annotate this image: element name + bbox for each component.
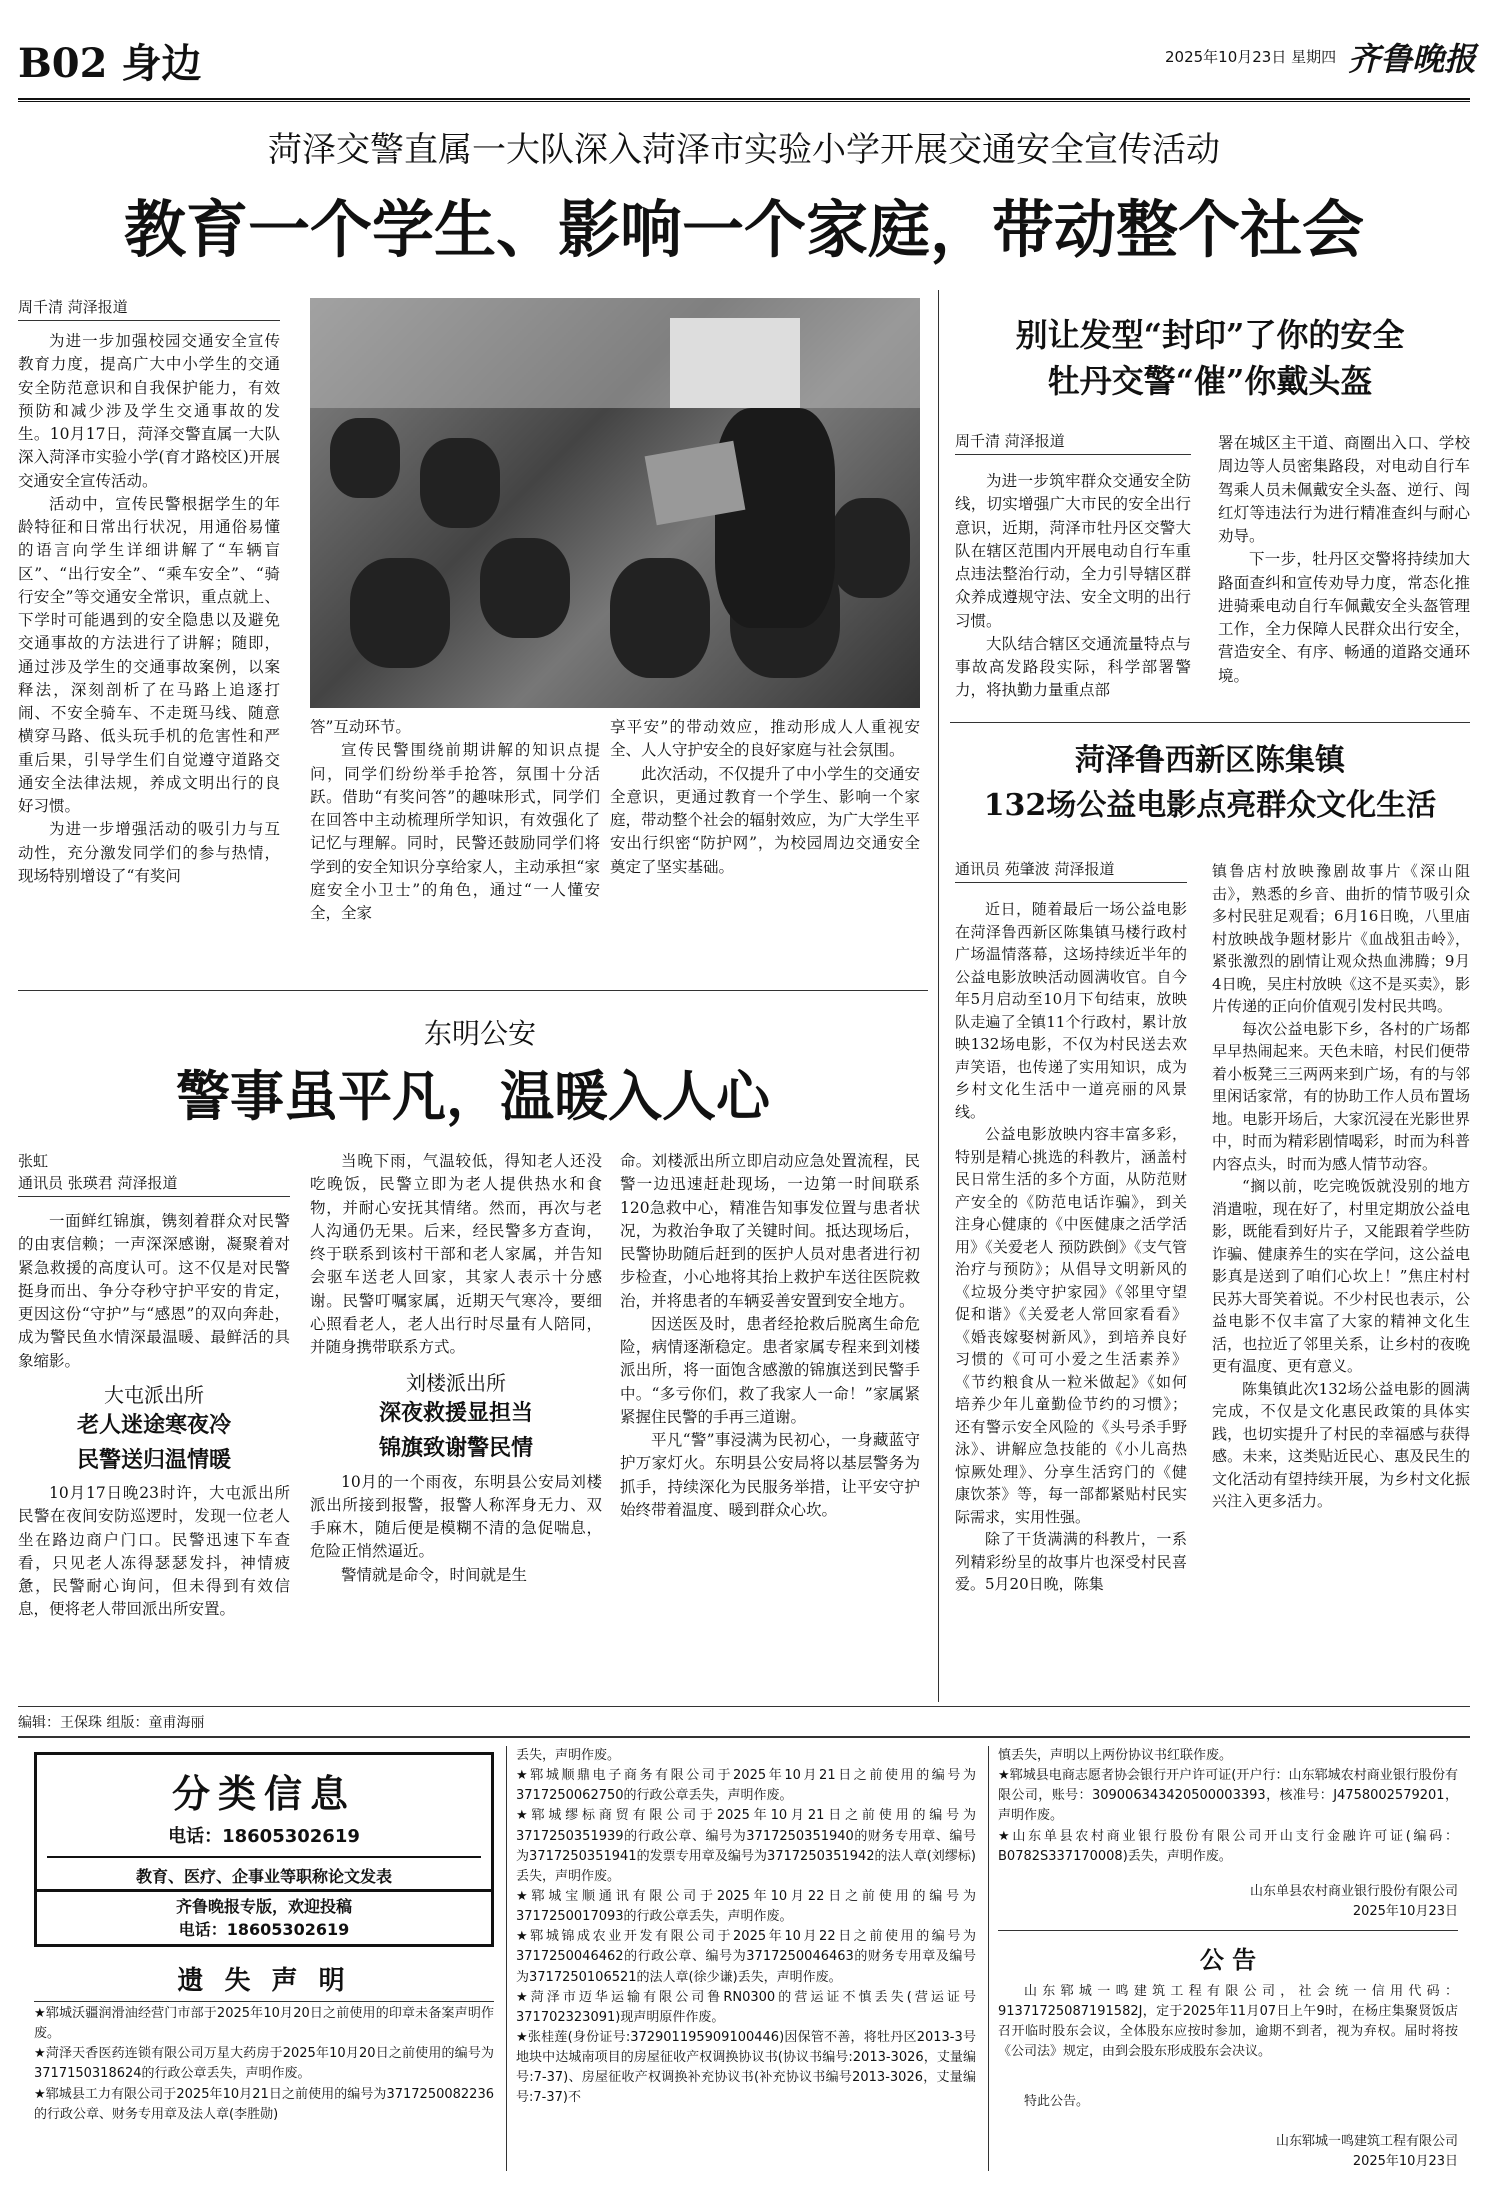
s2-kicker: 刘楼派出所: [406, 1371, 506, 1396]
dongming-top-rule: [18, 990, 928, 991]
helmet-col-b: 署在城区主干道、商圈出入口、学校周边等人员密集路段，对电动自行车驾乘人员未佩戴安全头盔、逆行、闯红灯等违法行为进行精准查纠与耐心劝导。 下一步，牡丹区交警将持续加大路面查纠和宣传劝导力度，常态化推进骑乘电动自行车佩戴安全头盔管理工作，全力保障人民群众出行安全，营造安全、有序、畅通的道路交通环境。: [1218, 434, 1470, 685]
dongming-col-3: 命。刘楼派出所立即启动应急处置流程，民警一边迅速赶赴现场，一边第一时间联系120急救中心，精准告知事发位置与患者状况，为救治争取了关键时间。抵达现场后，民警协助随后赶到的医护人员对患者进行初步检查，小心地将其抬上救护车送往医院救治，并将患者的车辆妥善安置到安全地方。 因送医及时，患者经抢救后脱离生命危险，病情逐渐稳定。患者家属专程来到刘楼派出所，将一面饱含感激的锦旗送到民警手中。“多亏你们，救了我家人一命！”家属紧紧握住民警的手再三道谢。 平凡“警”事浸满为民初心，一身藏蓝守护万家灯火。东明县公安局将以基层警务为抓手，持续深化为民服务举措，让平安守护始终带着温度、暖到群众心坎。: [620, 1152, 920, 1519]
dongming-kicker: 东明公安: [423, 1017, 536, 1050]
helmet-headline: 别让发型“封印”了你的安全 牡丹交警“催”你戴头盔: [1015, 316, 1405, 401]
public-notice-title: 公 告: [1199, 1945, 1257, 1974]
lost-notice-title: 遗 失 声 明: [34, 1960, 494, 2002]
film-col-a: 近日，随着最后一场公益电影在菏泽鲁西新区陈集镇马楼行政村广场温情落幕，这场持续近半年的公益电影放映活动圆满收官。自今年5月启动至10月下旬结束，放映队走遍了全镇11个行政村，累计放映132场电影，不仅为村民送去欢声笑语，也传递了实用知识，成为乡村文化生活中一道亮丽的风景线。 公益电影放映内容丰富多彩，特别是精心挑选的科教片，涵盖村民日常生活的多个方面，从防范财产安全的《防范电话诈骗》，到关注身心健康的《中医健康之活学活用》《关爱老人 预防跌倒》《支气管治疗与预防》；从倡导文明新风的《垃圾分类守护家园》《邻里守望促和谐》《关爱老人常回家看看》《婚丧嫁娶树新风》，到培养良好习惯的《可可小爱之生活素养》《节约粮食从一粒米做起》《如何培养少年儿童勤俭节约的习惯》；还有警示安全风险的《头号杀手野泳》、讲解应急技能的《小儿高热惊厥处理》、分享生活窍门的《健康饮茶》等，每一部都紧贴村民实际需求，实用性强。 除了干货满满的科教片，一系列精彩纷呈的故事片也深受村民喜爱。5月20日晚，陈集: [955, 900, 1187, 1593]
s1-title-1: 老人迷途寒夜冷: [76, 1411, 231, 1438]
main-col-1: 为进一步加强校园交通安全宣传教育力度，提高广大中小学生的交通安全防范意识和自我保护能力，有效预防和减少涉及学生交通事故的发生。10月17日，菏泽交警直属一大队深入菏泽市实验小学(育才路校区)开展交通安全宣传活动。 活动中，宣传民警根据学生的年龄特征和日常出行状况，用通俗易懂的语言向学生详细讲解了“车辆盲区”、“出行安全”、“乘车安全”、“骑行安全”等交通安全常识，重点就上、下学时可能遇到的安全隐患以及避免交通事故的方法进行了讲解；随即，通过涉及学生的交通事故案例，以案释法，深刻剖析了在马路上追逐打闹、不安全骑车、不走斑马线、随意横穿马路、低头玩手机的危害性和严重后果，引导学生们自觉遵守道路交通安全法律法规，养成文明出行的良好习惯。 为进一步增强活动的吸引力与互动性，充分激发同学们的参与热情，现场特别增设了“有奖问: [18, 332, 280, 885]
editor-credit: 编辑：王保珠 组版：童甫海丽: [18, 1715, 205, 1731]
s1-kicker: 大屯派出所: [104, 1382, 204, 1407]
lost-col-1: ★郓城沃疆润滑油经营门市部于2025年10月20日之前使用的印章未备案声明作废。 ★菏泽天香医药连锁有限公司万星大药房于2025年10月20日之前使用的编号为3717150318624的行政公章丢失，声明作废。 ★郓城县工力有限公司于2025年10月21日之前使用的编号为3717250082236的行政公章、财务专用章及法人章(李胜勋): [34, 2006, 494, 2122]
film-col-b: 镇鲁店村放映豫剧故事片《深山阻击》，熟悉的乡音、曲折的情节吸引众多村民驻足观看；6月16日晚，八里庙村放映战争题材影片《血战狙击岭》，紧张激烈的剧情让观众热血沸腾；9月4日晚，吴庄村放映《这不是买卖》，影片传递的正向价值观引发村民共鸣。 每次公益电影下乡，各村的广场都早早热闹起来。天色未暗，村民们便带着小板凳三三两两来到广场，有的与邻里闲话家常，有的协助工作人员布置场地。电影开场后，大家沉浸在光影世界中，时而为精彩剧情喝彩，时而为科普内容点头，时而为感人情节动容。 “搁以前，吃完晚饭就没别的地方消遣啦，现在好了，村里定期放公益电影，既能看到好片子，又能跟着学些防诈骗、健康养生的实在学问，这公益电影真是送到了咱们心坎上！”焦庄村村民苏大哥笑着说。不少村民也表示，公益电影不仅丰富了大家的精神文化生活，也拉近了邻里关系，让乡村的夜晚更有温度、更有意义。 陈集镇此次132场公益电影的圆满完成，不仅是文化惠民政策的具体实践，也切实提升了村民的幸福感与获得感。未来，这类贴近民心、惠及民生的文化活动有望持续开展，为乡村文化振兴注入更多活力。: [1212, 862, 1470, 1510]
classified-phone: 电话：18605302619: [168, 1826, 360, 1847]
classified-line-1: 教育、医疗、企事业等职称论文发表: [135, 1867, 392, 1886]
s2-title-1: 深夜救援显担当: [378, 1400, 533, 1427]
dongming-col-1: 一面鲜红锦旗，镌刻着群众对民警的由衷信赖；一声深深感谢，凝聚着对紧急救援的高度认可。这不仅是对民警挺身而出、争分夺秒守护平安的肯定，更因这份“守护”与“感恩”的双向奔赴，成为警民鱼水情深最温暖、最鲜活的具象缩影。 大屯派出所 老人迷途寒夜冷 民警送归温情暖 10月17日晚23时许，大屯派出所民警在夜间安防巡逻时，发现一位老人坐在路边商户门口。民警迅速下车查看，只见老人冻得瑟瑟发抖，神情疲惫，民警耐心询问，但未得到有效信息，便将老人带回派出所安置。: [18, 1212, 290, 1619]
main-subtitle: 菏泽交警直属一大队深入菏泽市实验小学开展交通安全宣传活动: [268, 130, 1220, 170]
ad-rule-2: [988, 1746, 989, 2171]
news-photo: [310, 298, 920, 708]
dongming-author: 张虹: [18, 1152, 49, 1170]
helmet-col-a: 为进一步筑牢群众交通安全防线，切实增强广大市民的安全出行意识，近期，菏泽市牡丹区交警大队在辖区范围内开展电动自行车重点违法整治行动，全力引导辖区群众养成遵规守法、安全文明的出行习惯。 大队结合辖区交通流量特点与事故高发路段实际，科学部署警力，将执勤力量重点部: [955, 472, 1191, 700]
main-col-2: 答”互动环节。 宣传民警围绕前期讲解的知识点提问，同学们纷纷举手抢答，氛围十分活跃。借助“有奖问答”的趣味形式，同学们在回答中主动梳理所学知识，有效强化了记忆与理解。同时，民警还鼓励同学们将学到的安全知识分享给家人，主动承担“家庭安全小卫士”的角色，通过“一人懂安全，全家: [310, 718, 600, 922]
helmet-byline: 周千清 菏泽报道: [955, 430, 1191, 455]
header-rule: [18, 98, 1470, 102]
lost-col-3: 慎丢失，声明以上两份协议书红联作废。 ★郓城县电商志愿者协会银行开户许可证(开户行：山东郓城农村商业银行股份有限公司，账号：309006343420500003393，核准号：J4758002579201，声明作废。 ★山东单县农村商业银行股份有限公司开山支行金融许可证(编码：B0782S337170008)丢失，声明作废。: [998, 1748, 1458, 1864]
ad-rule-1: [506, 1746, 507, 2171]
lost-col-2: 丢失，声明作废。 ★郓城顺鼎电子商务有限公司于2025年10月21日之前使用的编号为3717250062750的行政公章丢失，声明作废。 ★郓城缪标商贸有限公司于2025年10月21日之前使用的编号为3717250351939的行政公章、编号为3717250351940的财务专用章、编号为3717250351941的发票专用章及编号为3717250351942的法人章(刘缪标)丢失，声明作废。 ★郓城宝顺通讯有限公司于2025年10月22日之前使用的编号为3717250017093的行政公章丢失，声明作废。 ★郓城锦成农业开发有限公司于2025年10月22日之前使用的编号为3717250046462的行政公章、编号为3717250046463的财务专用章及编号为3717250106521的法人章(徐少谦)丢失，声明作废。 ★菏泽市迈华运输有限公司鲁RN0300的营运证不慎丢失(营运证号371702323091)现声明原件作废。 ★张桂莲(身份证号:372901195909100446)因保管不善，将牡丹区2013-3号地块中达城南项目的房屋征收产权调换协议书(协议书编号:2013-3026，丈量编号:7-37)、房屋征收产权调换补充协议书(补充协议书编号2013-3026，丈量编号:7-37)不: [516, 1748, 976, 2106]
section-label: B02 身边: [18, 40, 202, 87]
ads-rule: [18, 1736, 1470, 1738]
dongming-byline: 通讯员 张瑛君 菏泽报道: [18, 1172, 290, 1197]
public-notice-end: 特此公告。: [1024, 2094, 1090, 2109]
newspaper-logo: 齐鲁晚报: [1348, 40, 1477, 78]
classified-sub: [34, 1892, 494, 1947]
classified-title: 分类信息: [171, 1771, 356, 1816]
dongming-headline: 警事虽平凡，温暖入人心: [176, 1064, 770, 1128]
notice-rule: [998, 1930, 1458, 1931]
company-signature: 山东郓城一鸣建筑工程有限公司 2025年10月23日: [1275, 2134, 1458, 2170]
classified-line-2: 齐鲁晚报专版，欢迎投稿: [175, 1897, 352, 1916]
section-rule: [950, 722, 1470, 723]
main-headline: 教育一个学生、影响一个家庭，带动整个社会: [123, 193, 1364, 266]
classified-box: [34, 1752, 494, 1892]
editor-rule: [18, 1706, 1470, 1707]
main-byline: 周千清 菏泽报道: [18, 296, 280, 321]
s1-title-2: 民警送归温情暖: [76, 1446, 231, 1473]
s2-title-2: 锦旗致谢警民情: [378, 1435, 533, 1462]
dongming-col-2: 当晚下雨，气温较低，得知老人还没吃晚饭，民警立即为老人提供热水和食物，并耐心安抚其情绪。然而，再次与老人沟通仍无果。后来，经民警多方查询，终于联系到该村干部和老人家属，并告知会驱车送老人回家，其家人表示十分感谢。民警叮嘱家属，近期天气寒冷，要细心照看老人，老人出行时尽量有人陪同，并随身携带联系方式。 刘楼派出所 深夜救援显担当 锦旗致谢警民情 10月的一个雨夜，东明县公安局刘楼派出所接到报警，报警人称浑身无力、双手麻木，随后便是模糊不清的急促喘息，危险正悄然逼近。 警情就是命令，时间就是生: [310, 1152, 602, 1584]
film-headline: 菏泽鲁西新区陈集镇 132场公益电影点亮群众文化生活: [983, 743, 1437, 823]
film-byline: 通讯员 苑肇波 菏泽报道: [955, 858, 1187, 883]
classified-phone-2: 电话：18605302619: [178, 1920, 350, 1939]
main-col-3: 享平安”的带动效应，推动形成人人重视安全、人人守护安全的良好家庭与社会氛围。 此次活动，不仅提升了中小学生的交通安全意识，更通过教育一个学生、影响一个家庭，带动整个社会的辐射效应，为广大学生平安出行织密“防护网”，为校园周边交通安全奠定了坚实基础。: [610, 718, 921, 876]
issue-date: 2025年10月23日 星期四: [1165, 48, 1337, 66]
public-notice-body: 山东郓城一鸣建筑工程有限公司，社会统一信用代码：91371725087191582J，定于2025年11月07日上午9时，在杨庄集聚贤饭店召开临时股东会议，全体股东应按时参加，逾期不到者，视为弃权。届时将按《公司法》规定，由到会股东形成股东会决议。: [998, 1984, 1458, 2060]
bank-signature: 山东单县农村商业银行股份有限公司 2025年10月23日: [1249, 1884, 1458, 1920]
column-rule: [938, 290, 939, 1702]
